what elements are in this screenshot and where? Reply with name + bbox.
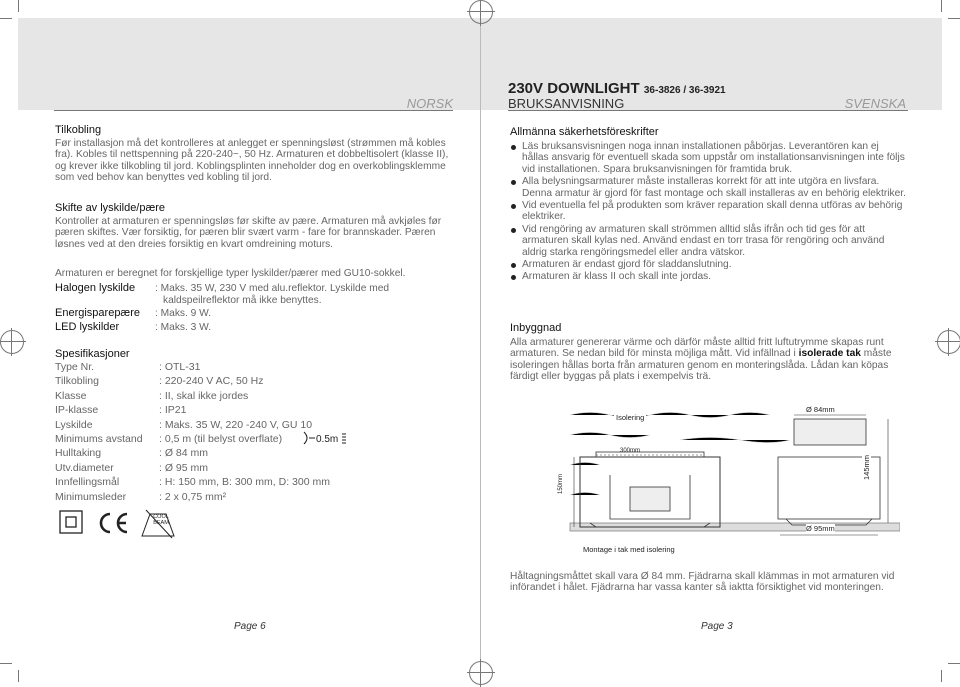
spec-value: : 220-240 V AC, 50 Hz [159,375,264,388]
left-page-number: Page 6 [234,621,266,632]
spec-row [55,361,455,375]
spec-value: : 2 x 0,75 mm² [159,490,227,503]
inbyggnad-heading: Inbyggnad [510,322,562,334]
spec-row [55,491,455,505]
inbyggnad-text-b: måste isoleringen hållas borta från armaturen genom en monteringslåda. Lådan kan köpas färdigt eller byggas på plats i exempelvis trä. [510,348,892,383]
list-item: Vid rengöring av armaturen skall strömmen alltid slås ifrån och tid ges för att armaturen skall kylas ned. Använd endast en torr trasa för rengöring och använd aldrig starka rengöringsmedel eller andra vätskor. [510,224,906,258]
spec-label: Tilkobling [55,375,99,388]
spec-row [55,476,455,490]
registration-mark [469,0,493,24]
list-item: Alla belysningsarmaturer måste installeras korrekt för att inte utgöra en livsfara. Denna armatur är gjord för fast montage och skall installeras av en behörig elektriker. [510,176,906,199]
product-codes: 36-3826 / 36-3921 [643,85,726,96]
d84-label: Ø 84mm [806,405,835,414]
bottom-text: Håltagningsmåttet skall vara Ø 84 mm. Fjädrarna skall klämmas in mot armaturen vid införandet i hålet. Fjädrarna har vassa kanter så iaktta försiktighet vid monteringen. [510,571,895,594]
inbyggnad-text [510,337,908,383]
list-item: Läs bruksansvisningen noga innan installationen påbörjas. Leverantören kan ej hållas ansvarig för eventuell skada som uppstår om installationsanvisningen inte följs vid installationen. Spara bruksanvisningen för framtida bruk. [510,141,906,175]
product-title-text: 230V DOWNLIGHT [508,80,640,97]
spec-value: : 0,5 m (til belyst overflate) [159,432,283,445]
spec-value: : OTL-31 [159,361,201,373]
energi-value: : Maks. 9 W. [155,308,212,319]
spec-label: Utv.diameter [55,461,114,474]
spec-value: : Maks. 35 W, 220 -240 V, GU 10 [159,418,313,431]
product-title [508,80,726,97]
subtitle: BRUKSANVISNING [508,96,625,111]
skifte-text: Kontroller at armaturen er spenningsløs før skifte av pære. Armaturen må avkjøles før pæren skiftes. Vær forsiktig, for pæren blir svært varm - fare for brannskader. Pæren løsnes ved at den dreies forsiktig en kvart omdreining moturs. [55,216,442,250]
registration-mark [0,330,24,354]
spec-label: Innfellingsmål [55,476,120,489]
crop-mark [948,18,960,19]
spec-value: : IP21 [159,404,187,417]
spec-value: : Ø 95 mm [159,461,209,474]
spec-table [55,361,455,505]
led-value: : Maks. 3 W. [155,322,212,333]
spec-label: IP-klasse [55,404,99,417]
ce-mark-icon [94,508,134,538]
spec-row [55,390,455,404]
spec-value: : H: 150 mm, B: 300 mm, D: 300 mm [159,476,330,489]
distance-symbol-text: 0.5m [316,433,339,445]
crop-mark [18,670,19,682]
h145-label: 145mm [862,454,871,480]
spec-label: Lyskilde [55,418,93,431]
distance-symbol [300,431,396,445]
led-label: LED lyskilder [55,321,120,333]
installation-diagram [530,395,900,565]
spec-row [55,375,455,389]
left-language-label: NORSK [406,96,453,111]
halogen-label: Halogen lyskilde [55,282,136,294]
spec-label: Klasse [55,389,87,402]
safety-list [510,141,906,284]
registration-mark [937,330,960,354]
tilkobling-heading: Tilkobling [55,124,102,136]
spec-value: : II, skal ikke jordes [159,389,249,402]
crop-mark [941,670,942,682]
crop-mark [941,0,942,12]
isolering-label: Isolering [616,413,645,422]
cool-beam-text: COOL BEAM [153,514,169,526]
distance-symbol-icon [300,431,396,445]
diagram-caption: Montage i tak med isolering [583,545,675,554]
right-page-number: Page 3 [701,621,733,632]
crop-mark [0,18,12,19]
spec-row [55,433,455,447]
right-language-label: SVENSKA [844,96,906,111]
crop-mark [948,663,960,664]
inbyggnad-bold: isolerade tak [798,348,861,360]
registration-mark [469,661,493,685]
fold-line [480,18,481,664]
crop-mark [0,663,12,664]
list-item: Vid eventuella fel på produkten som kräver reparation skall denna utföras av behörig elektriker. [510,200,906,223]
spec-label: Hulltaking [55,447,102,460]
fixture-detail [794,419,866,445]
spec-value: : Ø 84 mm [159,447,209,460]
halogen-value-2: kaldspeilreflektor må ikke benyttes. [163,295,322,306]
fixture-lamp [630,487,670,511]
inbyggnad-text-a: Alla armaturer genererar värme och därför måste alltid fritt luftutrymme skapas runt armaturen. Se nedan bild för minsta möjliga mått. Vid infällnad i [510,337,884,360]
list-item: Armaturen är klass II och skall inte jordas. [510,271,906,282]
spesifikasjoner-heading: Spesifikasjoner [55,348,130,360]
h150-label: 150mm [558,473,564,494]
spec-label: Type Nr. [55,361,95,373]
crop-mark [18,0,19,12]
spec-row [55,404,455,418]
d95-label: Ø 95mm [806,524,835,533]
spec-label: Minimums avstand [55,432,143,445]
list-item: Armaturen är endast gjord för sladdanslutning. [510,259,906,270]
skifte-heading: Skifte av lyskilde/pære [55,202,166,214]
tilkobling-text: Før installasjon må det kontrolleres at anlegget er spenningsløst (strømmen må kobles fra). Kobles til nettspenning på 220-240~, 50 Hz. Armaturen et dobbeltisolert (klasse II), og krever ikke tilkobling til jord. Koblingsplinten inneholder dog en overkoblingsklemme som ved behov kan benyttes ved kobling til jord. [55,138,449,184]
skifte-text-2: Armaturen er beregnet for forskjellige typer lyskilder/pærer med GU10-sokkel. [55,268,406,279]
certification-icons [58,508,178,538]
w300-label: 300mm [620,448,641,454]
spec-row [55,462,455,476]
energi-label: Energisparepære [55,307,140,319]
spec-row [55,447,455,461]
safety-heading: Allmänna säkerhetsföreskrifter [510,126,659,138]
spec-label: Minimumsleder [55,490,127,503]
halogen-value: : Maks. 35 W, 230 V med alu.reflektor. Lyskilde med [155,283,390,294]
